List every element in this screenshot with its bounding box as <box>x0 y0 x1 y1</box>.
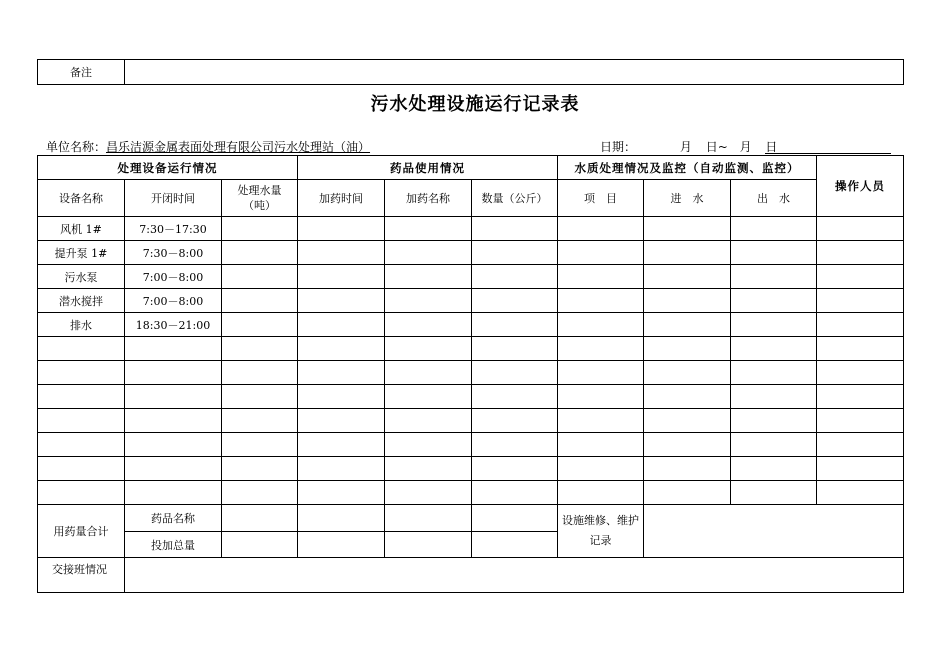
unit-label: 单位名称： <box>46 140 107 154</box>
empty-cell[interactable] <box>222 481 298 505</box>
empty-cell[interactable] <box>385 337 472 361</box>
empty-cell[interactable] <box>817 457 904 481</box>
date-line <box>600 138 791 155</box>
empty-cell[interactable] <box>817 481 904 505</box>
empty-cell[interactable] <box>472 361 558 385</box>
group-chemicals: 药品使用情况 <box>298 156 558 180</box>
footer-row-handover <box>38 558 904 593</box>
empty-cell[interactable] <box>644 313 731 337</box>
device-name-cell[interactable] <box>38 337 125 361</box>
empty-cell[interactable] <box>298 241 385 265</box>
empty-cell[interactable] <box>817 433 904 457</box>
empty-cell[interactable] <box>558 313 644 337</box>
empty-cell[interactable] <box>298 457 385 481</box>
on-off-time-cell[interactable] <box>125 385 222 409</box>
empty-cell[interactable] <box>222 457 298 481</box>
empty-cell[interactable] <box>385 385 472 409</box>
col-device-name: 设备名称 <box>38 180 125 217</box>
empty-cell[interactable] <box>298 505 385 532</box>
maintenance-label: 设施维修、维护记录 <box>558 505 644 558</box>
on-off-time-cell[interactable]: 7:00－8:00 <box>125 289 222 313</box>
empty-cell[interactable] <box>385 313 472 337</box>
on-off-time-cell[interactable] <box>125 361 222 385</box>
date-month-end: 月 <box>739 140 752 154</box>
handover-label: 交接班情况 <box>38 558 125 593</box>
empty-cell[interactable] <box>731 481 817 505</box>
empty-cell[interactable] <box>222 532 298 558</box>
device-name-cell[interactable]: 污水泵 <box>38 265 125 289</box>
empty-cell[interactable] <box>731 241 817 265</box>
empty-cell[interactable] <box>644 481 731 505</box>
empty-cell[interactable] <box>472 457 558 481</box>
empty-cell[interactable] <box>731 289 817 313</box>
drug-total-label: 用药量合计 <box>38 505 125 558</box>
empty-cell[interactable] <box>731 457 817 481</box>
empty-cell[interactable] <box>472 265 558 289</box>
empty-cell[interactable] <box>558 289 644 313</box>
empty-cell[interactable] <box>558 361 644 385</box>
empty-cell[interactable] <box>558 241 644 265</box>
total-added-label: 投加总量 <box>125 532 222 558</box>
device-name-cell[interactable]: 风机 1# <box>38 217 125 241</box>
on-off-time-cell[interactable] <box>125 337 222 361</box>
drug-name-label: 药品名称 <box>125 505 222 532</box>
empty-cell[interactable] <box>472 481 558 505</box>
device-name-cell[interactable] <box>38 361 125 385</box>
empty-cell[interactable] <box>817 289 904 313</box>
table-row <box>38 265 904 289</box>
col-dose-time: 加药时间 <box>298 180 385 217</box>
empty-cell[interactable] <box>731 337 817 361</box>
empty-cell[interactable] <box>298 289 385 313</box>
empty-cell[interactable] <box>644 433 731 457</box>
empty-cell[interactable] <box>222 409 298 433</box>
empty-cell[interactable] <box>385 361 472 385</box>
empty-cell[interactable] <box>222 385 298 409</box>
empty-cell[interactable] <box>644 457 731 481</box>
table-row <box>38 217 904 241</box>
group-operator: 操作人员 <box>817 156 904 217</box>
empty-cell[interactable] <box>472 409 558 433</box>
empty-cell[interactable] <box>222 337 298 361</box>
empty-cell[interactable] <box>731 385 817 409</box>
empty-cell[interactable] <box>385 289 472 313</box>
empty-cell[interactable] <box>731 361 817 385</box>
empty-cell[interactable] <box>731 313 817 337</box>
empty-cell[interactable] <box>222 217 298 241</box>
on-off-time-cell[interactable] <box>125 433 222 457</box>
empty-cell[interactable] <box>817 337 904 361</box>
empty-cell[interactable] <box>558 433 644 457</box>
empty-cell[interactable] <box>558 337 644 361</box>
empty-cell[interactable] <box>817 385 904 409</box>
col-on-off-time: 开闭时间 <box>125 180 222 217</box>
empty-cell[interactable] <box>298 409 385 433</box>
table-row <box>38 289 904 313</box>
empty-cell[interactable] <box>644 241 731 265</box>
unit-name: 昌乐洁源金属表面处理有限公司污水处理站（油） <box>106 140 371 154</box>
empty-cell[interactable] <box>385 457 472 481</box>
empty-cell[interactable] <box>298 217 385 241</box>
empty-cell[interactable] <box>817 265 904 289</box>
empty-cell[interactable] <box>817 361 904 385</box>
group-water-quality: 水质处理情况及监控（自动监测、监控） <box>558 156 817 180</box>
empty-cell[interactable] <box>558 217 644 241</box>
date-day-end: 日 <box>765 140 778 154</box>
empty-cell[interactable] <box>817 409 904 433</box>
empty-cell[interactable] <box>472 532 558 558</box>
empty-cell[interactable] <box>558 385 644 409</box>
empty-cell[interactable] <box>298 337 385 361</box>
empty-cell[interactable] <box>222 289 298 313</box>
empty-cell[interactable] <box>644 337 731 361</box>
empty-cell[interactable] <box>222 265 298 289</box>
on-off-time-cell[interactable]: 7:30－8:00 <box>125 241 222 265</box>
empty-cell[interactable] <box>644 385 731 409</box>
empty-cell[interactable] <box>472 313 558 337</box>
table-row <box>38 241 904 265</box>
device-name-cell[interactable] <box>38 481 125 505</box>
col-item: 项 目 <box>558 180 644 217</box>
device-name-cell[interactable]: 提升泵 1# <box>38 241 125 265</box>
footer-row-drug-name <box>38 505 904 532</box>
empty-cell[interactable] <box>385 481 472 505</box>
col-outflow: 出 水 <box>731 180 817 217</box>
maintenance-field[interactable] <box>644 505 904 558</box>
empty-cell[interactable] <box>817 217 904 241</box>
empty-cell[interactable] <box>298 433 385 457</box>
table-row <box>38 313 904 337</box>
empty-cell[interactable] <box>222 505 298 532</box>
date-underline <box>765 153 891 154</box>
empty-cell[interactable] <box>472 241 558 265</box>
col-inflow: 进 水 <box>644 180 731 217</box>
on-off-time-cell[interactable]: 7:00－8:00 <box>125 265 222 289</box>
empty-cell[interactable] <box>558 457 644 481</box>
empty-cell[interactable] <box>558 265 644 289</box>
device-name-cell[interactable] <box>38 457 125 481</box>
date-month-start: 月 <box>679 140 692 154</box>
empty-cell[interactable] <box>298 481 385 505</box>
empty-cell[interactable] <box>472 385 558 409</box>
empty-cell[interactable] <box>385 217 472 241</box>
empty-cell[interactable] <box>385 265 472 289</box>
device-name-cell[interactable]: 排水 <box>38 313 125 337</box>
remark-table <box>37 59 904 85</box>
empty-cell[interactable] <box>298 532 385 558</box>
col-volume: 处理水量（吨） <box>222 180 298 217</box>
remark-field[interactable] <box>125 60 904 85</box>
empty-cell[interactable] <box>472 217 558 241</box>
empty-cell[interactable] <box>222 361 298 385</box>
empty-cell[interactable] <box>472 505 558 532</box>
empty-cell[interactable] <box>644 217 731 241</box>
device-name-cell[interactable] <box>38 433 125 457</box>
col-quantity: 数量（公斤） <box>472 180 558 217</box>
table-row <box>38 433 904 457</box>
empty-cell[interactable] <box>385 433 472 457</box>
empty-cell[interactable] <box>558 409 644 433</box>
device-name-cell[interactable] <box>38 385 125 409</box>
table-row <box>38 481 904 505</box>
empty-cell[interactable] <box>644 409 731 433</box>
on-off-time-cell[interactable]: 7:30－17:30 <box>125 217 222 241</box>
handover-field[interactable] <box>125 558 904 593</box>
date-label: 日期： <box>600 140 637 154</box>
empty-cell[interactable] <box>298 265 385 289</box>
empty-cell[interactable] <box>472 433 558 457</box>
remark-label: 备注 <box>38 60 125 85</box>
date-day-start: 日~ <box>705 140 728 154</box>
device-name-cell[interactable]: 潜水搅拌 <box>38 289 125 313</box>
empty-cell[interactable] <box>222 433 298 457</box>
on-off-time-cell[interactable] <box>125 457 222 481</box>
empty-cell[interactable] <box>558 481 644 505</box>
table-row <box>38 337 904 361</box>
empty-cell[interactable] <box>817 241 904 265</box>
page-title: 污水处理设施运行记录表 <box>370 94 580 115</box>
empty-cell[interactable] <box>817 313 904 337</box>
empty-cell[interactable] <box>385 241 472 265</box>
group-equipment: 处理设备运行情况 <box>38 156 298 180</box>
empty-cell[interactable] <box>731 433 817 457</box>
on-off-time-cell[interactable]: 18:30－21:00 <box>125 313 222 337</box>
on-off-time-cell[interactable] <box>125 481 222 505</box>
empty-cell[interactable] <box>385 409 472 433</box>
empty-cell[interactable] <box>472 337 558 361</box>
empty-cell[interactable] <box>385 505 472 532</box>
empty-cell[interactable] <box>385 532 472 558</box>
empty-cell[interactable] <box>731 217 817 241</box>
empty-cell[interactable] <box>644 361 731 385</box>
table-row <box>38 385 904 409</box>
unit-line <box>46 138 370 155</box>
empty-cell[interactable] <box>644 265 731 289</box>
device-name-cell[interactable] <box>38 409 125 433</box>
empty-cell[interactable] <box>731 265 817 289</box>
table-row <box>38 457 904 481</box>
on-off-time-cell[interactable] <box>125 409 222 433</box>
col-drug-name: 加药名称 <box>385 180 472 217</box>
table-row <box>38 409 904 433</box>
empty-cell[interactable] <box>298 313 385 337</box>
empty-cell[interactable] <box>644 289 731 313</box>
empty-cell[interactable] <box>298 361 385 385</box>
empty-cell[interactable] <box>222 241 298 265</box>
empty-cell[interactable] <box>731 409 817 433</box>
empty-cell[interactable] <box>472 289 558 313</box>
table-row <box>38 361 904 385</box>
empty-cell[interactable] <box>222 313 298 337</box>
record-table <box>37 155 904 593</box>
empty-cell[interactable] <box>298 385 385 409</box>
